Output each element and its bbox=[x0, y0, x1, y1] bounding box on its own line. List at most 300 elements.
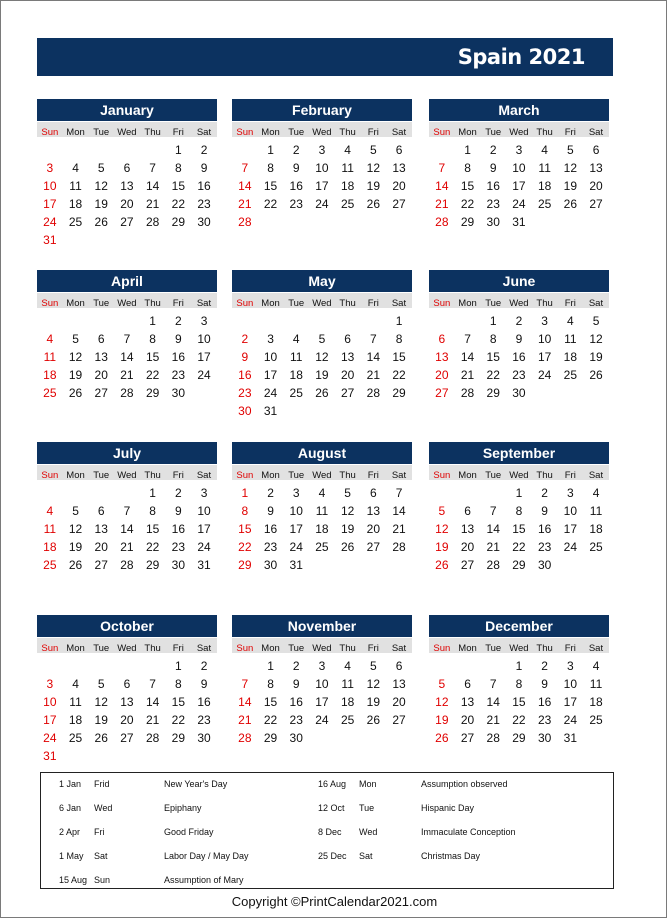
weekday-label: Sun bbox=[236, 127, 254, 138]
weekday-label: Sat bbox=[588, 127, 604, 138]
day-cell: 3 bbox=[318, 659, 326, 673]
day-cell: 5 bbox=[318, 332, 326, 346]
day-cell: 20 bbox=[94, 368, 108, 382]
day-cell: 18 bbox=[68, 713, 83, 727]
day-cell: 24 bbox=[563, 540, 578, 554]
day-cell: 31 bbox=[263, 404, 278, 418]
day-cell: 4 bbox=[72, 677, 79, 691]
day-grid bbox=[232, 480, 412, 590]
day-cell: 5 bbox=[97, 161, 105, 175]
day-cell: 20 bbox=[392, 695, 406, 709]
weekday-label: Thu bbox=[144, 127, 161, 138]
day-cell: 2 bbox=[200, 659, 208, 673]
day-cell: 14 bbox=[460, 350, 475, 364]
holiday-weekday: Wed bbox=[94, 803, 113, 813]
day-cell: 23 bbox=[512, 368, 526, 382]
month-title: August bbox=[232, 442, 412, 464]
day-cell: 16 bbox=[171, 522, 186, 536]
day-cell: 29 bbox=[238, 558, 252, 572]
month-title: September bbox=[429, 442, 609, 464]
day-cell: 7 bbox=[395, 486, 403, 500]
day-cell: 20 bbox=[589, 179, 603, 193]
month-december bbox=[429, 615, 609, 763]
day-cell: 29 bbox=[512, 731, 526, 745]
day-cell: 20 bbox=[94, 540, 108, 554]
holiday-name: Immaculate Conception bbox=[421, 827, 516, 837]
month-title: February bbox=[232, 99, 412, 121]
day-cell: 1 bbox=[175, 659, 182, 673]
day-cell: 30 bbox=[289, 731, 303, 745]
day-cell: 16 bbox=[197, 179, 211, 193]
weekday-label: Fri bbox=[367, 298, 379, 309]
day-cell: 11 bbox=[589, 677, 603, 691]
day-cell: 16 bbox=[263, 522, 278, 536]
day-cell: 12 bbox=[68, 522, 83, 536]
day-cell: 14 bbox=[120, 522, 134, 536]
day-cell: 18 bbox=[315, 522, 329, 536]
day-cell: 17 bbox=[197, 350, 211, 364]
day-grid bbox=[232, 308, 412, 418]
day-cell: 6 bbox=[123, 161, 131, 175]
day-cell: 10 bbox=[512, 161, 526, 175]
day-cell: 29 bbox=[460, 215, 475, 229]
weekday-header-row bbox=[232, 638, 412, 653]
day-cell: 6 bbox=[464, 504, 471, 518]
day-cell: 3 bbox=[200, 486, 208, 500]
month-january bbox=[37, 99, 217, 247]
weekday-label: Fri bbox=[367, 470, 379, 481]
month-title: March bbox=[429, 99, 609, 121]
day-cell: 26 bbox=[68, 558, 83, 572]
weekday-label: Fri bbox=[172, 298, 184, 309]
day-cell: 26 bbox=[563, 197, 578, 211]
day-cell: 2 bbox=[292, 143, 300, 157]
day-cell: 6 bbox=[464, 677, 471, 691]
day-cell: 14 bbox=[486, 695, 500, 709]
day-cell: 18 bbox=[340, 695, 355, 709]
day-cell: 30 bbox=[197, 215, 211, 229]
day-cell: 9 bbox=[541, 677, 548, 691]
day-cell: 29 bbox=[486, 386, 500, 400]
day-cell: 24 bbox=[315, 197, 329, 211]
day-cell: 31 bbox=[512, 215, 526, 229]
day-cell: 21 bbox=[486, 713, 500, 727]
day-cell: 11 bbox=[69, 695, 82, 709]
day-cell: 4 bbox=[567, 314, 574, 328]
weekday-label: Thu bbox=[144, 470, 161, 481]
day-cell: 31 bbox=[563, 731, 578, 745]
weekday-label: Mon bbox=[261, 127, 280, 138]
day-cell: 11 bbox=[43, 350, 57, 364]
day-cell: 15 bbox=[392, 350, 406, 364]
month-title: December bbox=[429, 615, 609, 637]
day-cell: 10 bbox=[537, 332, 552, 346]
day-cell: 18 bbox=[43, 540, 57, 554]
weekday-label: Wed bbox=[509, 470, 529, 481]
holiday-weekday: Fri bbox=[94, 827, 105, 837]
day-cell: 11 bbox=[538, 161, 551, 175]
weekday-label: Sun bbox=[433, 643, 451, 654]
day-cell: 22 bbox=[263, 713, 278, 727]
weekday-label: Sun bbox=[433, 127, 451, 138]
day-cell: 11 bbox=[315, 504, 329, 518]
day-cell: 10 bbox=[43, 179, 57, 193]
day-cell: 30 bbox=[238, 404, 252, 418]
weekday-label: Wed bbox=[312, 127, 332, 138]
day-cell: 14 bbox=[366, 350, 381, 364]
day-cell: 28 bbox=[238, 731, 252, 745]
day-cell: 28 bbox=[238, 215, 252, 229]
day-cell: 5 bbox=[72, 504, 79, 518]
month-title: April bbox=[37, 270, 217, 292]
day-cell: 13 bbox=[94, 350, 108, 364]
day-cell: 2 bbox=[541, 486, 548, 500]
holiday-date: 25 Dec bbox=[318, 851, 347, 861]
day-cell: 4 bbox=[46, 504, 54, 518]
day-cell: 13 bbox=[460, 695, 475, 709]
day-cell: 10 bbox=[315, 161, 329, 175]
weekday-label: Fri bbox=[564, 298, 576, 309]
day-cell: 31 bbox=[197, 558, 211, 572]
day-cell: 26 bbox=[435, 558, 449, 572]
weekday-label: Fri bbox=[367, 127, 379, 138]
weekday-label: Sat bbox=[196, 643, 212, 654]
day-cell: 8 bbox=[267, 161, 274, 175]
day-cell: 2 bbox=[175, 486, 182, 500]
weekday-label: Sat bbox=[391, 127, 407, 138]
day-cell: 8 bbox=[489, 332, 497, 346]
day-cell: 15 bbox=[263, 695, 278, 709]
day-cell: 19 bbox=[589, 350, 603, 364]
weekday-label: Tue bbox=[485, 643, 502, 654]
day-cell: 4 bbox=[592, 486, 600, 500]
day-cell: 27 bbox=[94, 386, 108, 400]
weekday-label: Sun bbox=[433, 470, 451, 481]
day-cell: 3 bbox=[267, 332, 274, 346]
month-title: June bbox=[429, 270, 609, 292]
day-cell: 15 bbox=[145, 350, 160, 364]
day-cell: 6 bbox=[395, 659, 403, 673]
holiday-weekday: Frid bbox=[94, 779, 110, 789]
day-cell: 19 bbox=[435, 540, 449, 554]
day-cell: 26 bbox=[315, 386, 329, 400]
day-cell: 16 bbox=[197, 695, 211, 709]
day-cell: 1 bbox=[267, 143, 274, 157]
day-cell: 6 bbox=[123, 677, 131, 691]
day-cell: 17 bbox=[289, 522, 303, 536]
day-cell: 28 bbox=[366, 386, 381, 400]
day-cell: 19 bbox=[366, 179, 381, 193]
day-cell: 5 bbox=[72, 332, 79, 346]
weekday-label: Fri bbox=[172, 470, 184, 481]
day-cell: 6 bbox=[438, 332, 446, 346]
day-cell: 5 bbox=[567, 143, 574, 157]
day-cell: 5 bbox=[438, 504, 446, 518]
weekday-label: Tue bbox=[93, 470, 110, 481]
day-cell: 15 bbox=[512, 695, 526, 709]
day-cell: 9 bbox=[200, 677, 208, 691]
holiday-date: 6 Jan bbox=[59, 803, 82, 813]
weekday-label: Sun bbox=[41, 127, 59, 138]
day-cell: 22 bbox=[145, 368, 160, 382]
holiday-date: 1 May bbox=[59, 851, 84, 861]
day-cell: 19 bbox=[435, 713, 449, 727]
weekday-label: Tue bbox=[485, 298, 502, 309]
weekday-label: Wed bbox=[312, 470, 332, 481]
holiday-name: Assumption of Mary bbox=[164, 875, 244, 885]
month-title: November bbox=[232, 615, 412, 637]
day-cell: 28 bbox=[460, 386, 475, 400]
day-cell: 11 bbox=[589, 504, 603, 518]
day-grid bbox=[37, 653, 217, 763]
day-cell: 30 bbox=[197, 731, 211, 745]
day-cell: 24 bbox=[537, 368, 552, 382]
weekday-label: Mon bbox=[458, 127, 477, 138]
month-february bbox=[232, 99, 412, 247]
weekday-label: Tue bbox=[485, 127, 502, 138]
day-cell: 12 bbox=[68, 350, 83, 364]
day-cell: 3 bbox=[46, 161, 54, 175]
day-cell: 23 bbox=[263, 540, 278, 554]
day-cell: 21 bbox=[366, 368, 381, 382]
day-cell: 18 bbox=[43, 368, 57, 382]
weekday-header-row bbox=[37, 293, 217, 308]
weekday-label: Sat bbox=[391, 470, 407, 481]
day-cell: 17 bbox=[43, 197, 57, 211]
day-grid bbox=[37, 480, 217, 590]
day-cell: 16 bbox=[238, 368, 252, 382]
day-cell: 3 bbox=[318, 143, 326, 157]
day-cell: 2 bbox=[541, 659, 548, 673]
day-cell: 20 bbox=[366, 522, 381, 536]
day-cell: 8 bbox=[515, 677, 523, 691]
day-cell: 21 bbox=[145, 713, 160, 727]
day-cell: 3 bbox=[567, 659, 574, 673]
holiday-weekday: Sat bbox=[359, 851, 373, 861]
day-cell: 7 bbox=[438, 161, 446, 175]
day-cell: 1 bbox=[175, 143, 182, 157]
weekday-label: Wed bbox=[117, 470, 137, 481]
weekday-label: Wed bbox=[312, 298, 332, 309]
weekday-label: Mon bbox=[261, 643, 280, 654]
day-cell: 28 bbox=[145, 215, 160, 229]
copyright-text: Copyright ©PrintCalendar2021.com bbox=[231, 894, 438, 909]
day-cell: 8 bbox=[149, 504, 156, 518]
day-cell: 17 bbox=[315, 695, 329, 709]
weekday-label: Mon bbox=[66, 298, 85, 309]
month-title: July bbox=[37, 442, 217, 464]
day-cell: 30 bbox=[537, 731, 552, 745]
day-cell: 13 bbox=[366, 504, 381, 518]
holiday-name: Hispanic Day bbox=[421, 803, 475, 813]
day-cell: 13 bbox=[460, 522, 475, 536]
day-cell: 19 bbox=[315, 368, 329, 382]
day-cell: 23 bbox=[197, 713, 211, 727]
day-cell: 1 bbox=[241, 486, 249, 500]
day-cell: 23 bbox=[289, 197, 303, 211]
day-cell: 20 bbox=[460, 540, 475, 554]
day-cell: 28 bbox=[120, 386, 134, 400]
weekday-label: Tue bbox=[93, 298, 110, 309]
day-cell: 5 bbox=[592, 314, 600, 328]
day-cell: 22 bbox=[263, 197, 278, 211]
day-cell: 26 bbox=[94, 731, 108, 745]
day-cell: 8 bbox=[515, 504, 523, 518]
weekday-label: Mon bbox=[458, 643, 477, 654]
day-cell: 4 bbox=[72, 161, 79, 175]
day-cell: 1 bbox=[149, 486, 156, 500]
day-cell: 3 bbox=[46, 677, 54, 691]
day-cell: 18 bbox=[68, 197, 83, 211]
day-cell: 27 bbox=[392, 713, 406, 727]
day-cell: 24 bbox=[315, 713, 329, 727]
weekday-label: Thu bbox=[144, 298, 161, 309]
day-cell: 4 bbox=[592, 659, 600, 673]
day-cell: 25 bbox=[315, 540, 329, 554]
day-grid bbox=[429, 653, 609, 763]
day-cell: 27 bbox=[460, 558, 475, 572]
day-cell: 19 bbox=[94, 197, 108, 211]
day-cell: 29 bbox=[145, 386, 160, 400]
day-cell: 15 bbox=[460, 179, 475, 193]
day-cell: 22 bbox=[486, 368, 500, 382]
month-july bbox=[37, 442, 217, 590]
weekday-label: Fri bbox=[367, 643, 379, 654]
day-cell: 24 bbox=[289, 540, 303, 554]
day-cell: 1 bbox=[149, 314, 156, 328]
weekday-label: Thu bbox=[339, 643, 356, 654]
weekday-label: Sat bbox=[391, 643, 407, 654]
day-cell: 12 bbox=[435, 695, 449, 709]
day-cell: 14 bbox=[435, 179, 449, 193]
day-cell: 21 bbox=[238, 713, 252, 727]
day-cell: 13 bbox=[435, 350, 449, 364]
day-cell: 2 bbox=[175, 314, 182, 328]
day-cell: 19 bbox=[68, 368, 83, 382]
day-cell: 12 bbox=[315, 350, 329, 364]
day-cell: 27 bbox=[589, 197, 603, 211]
day-cell: 15 bbox=[486, 350, 500, 364]
day-cell: 24 bbox=[43, 215, 57, 229]
day-grid bbox=[429, 308, 609, 418]
day-cell: 21 bbox=[120, 368, 134, 382]
day-grid bbox=[37, 137, 217, 247]
day-cell: 30 bbox=[512, 386, 526, 400]
month-title: May bbox=[232, 270, 412, 292]
weekday-label: Thu bbox=[144, 643, 161, 654]
day-cell: 6 bbox=[344, 332, 351, 346]
day-cell: 22 bbox=[512, 540, 526, 554]
day-cell: 9 bbox=[541, 504, 548, 518]
day-cell: 19 bbox=[94, 713, 108, 727]
day-cell: 6 bbox=[97, 504, 105, 518]
weekday-label: Mon bbox=[66, 470, 85, 481]
holiday-name: New Year's Day bbox=[164, 779, 228, 789]
weekday-label: Mon bbox=[261, 298, 280, 309]
day-cell: 27 bbox=[435, 386, 449, 400]
month-june bbox=[429, 270, 609, 418]
holiday-weekday: Sun bbox=[94, 875, 111, 885]
day-cell: 3 bbox=[541, 314, 548, 328]
weekday-header-row bbox=[429, 122, 609, 137]
weekday-label: Sun bbox=[236, 298, 254, 309]
day-cell: 12 bbox=[435, 522, 449, 536]
weekday-label: Thu bbox=[339, 127, 356, 138]
weekday-label: Sat bbox=[196, 127, 212, 138]
day-cell: 24 bbox=[197, 368, 211, 382]
day-cell: 21 bbox=[392, 522, 406, 536]
day-cell: 24 bbox=[512, 197, 526, 211]
day-cell: 22 bbox=[238, 540, 252, 554]
weekday-header-row bbox=[232, 293, 412, 308]
day-cell: 2 bbox=[200, 143, 208, 157]
holiday-name: Epiphany bbox=[164, 803, 202, 813]
day-cell: 10 bbox=[197, 332, 211, 346]
day-cell: 18 bbox=[589, 695, 603, 709]
day-cell: 16 bbox=[289, 695, 303, 709]
day-grid bbox=[429, 137, 609, 247]
weekday-label: Mon bbox=[66, 643, 85, 654]
weekday-header-row bbox=[37, 465, 217, 480]
day-cell: 31 bbox=[289, 558, 303, 572]
day-cell: 28 bbox=[486, 731, 500, 745]
day-cell: 28 bbox=[486, 558, 500, 572]
day-cell: 21 bbox=[486, 540, 500, 554]
day-cell: 12 bbox=[94, 179, 108, 193]
day-cell: 4 bbox=[541, 143, 548, 157]
weekday-label: Thu bbox=[536, 470, 553, 481]
weekday-label: Sat bbox=[588, 470, 604, 481]
weekday-label: Sat bbox=[196, 470, 212, 481]
day-cell: 19 bbox=[340, 522, 355, 536]
holiday-name: Labor Day / May Day bbox=[164, 851, 249, 861]
day-cell: 23 bbox=[171, 540, 186, 554]
day-cell: 25 bbox=[340, 197, 355, 211]
day-cell: 17 bbox=[512, 179, 526, 193]
day-cell: 14 bbox=[392, 504, 406, 518]
weekday-label: Wed bbox=[117, 298, 137, 309]
day-cell: 30 bbox=[171, 386, 186, 400]
day-cell: 20 bbox=[435, 368, 449, 382]
day-cell: 3 bbox=[200, 314, 208, 328]
day-cell: 7 bbox=[149, 677, 156, 691]
day-cell: 14 bbox=[486, 522, 500, 536]
day-cell: 29 bbox=[171, 731, 186, 745]
day-cell: 25 bbox=[589, 713, 603, 727]
weekday-label: Fri bbox=[564, 127, 576, 138]
day-cell: 25 bbox=[589, 540, 603, 554]
weekday-label: Tue bbox=[288, 127, 305, 138]
day-cell: 23 bbox=[197, 197, 211, 211]
day-cell: 31 bbox=[43, 749, 57, 763]
weekday-label: Thu bbox=[339, 470, 356, 481]
day-cell: 21 bbox=[435, 197, 449, 211]
day-cell: 17 bbox=[563, 695, 578, 709]
weekday-label: Wed bbox=[117, 127, 137, 138]
holiday-weekday: Sat bbox=[94, 851, 108, 861]
weekday-label: Sat bbox=[588, 643, 604, 654]
day-cell: 27 bbox=[94, 558, 108, 572]
weekday-header-row bbox=[232, 122, 412, 137]
day-cell: 29 bbox=[171, 215, 186, 229]
day-cell: 15 bbox=[171, 179, 186, 193]
month-september bbox=[429, 442, 609, 590]
day-cell: 5 bbox=[370, 143, 377, 157]
day-cell: 9 bbox=[200, 161, 208, 175]
day-cell: 18 bbox=[563, 350, 578, 364]
holiday-date: 2 Apr bbox=[59, 827, 81, 837]
weekday-label: Tue bbox=[93, 643, 110, 654]
